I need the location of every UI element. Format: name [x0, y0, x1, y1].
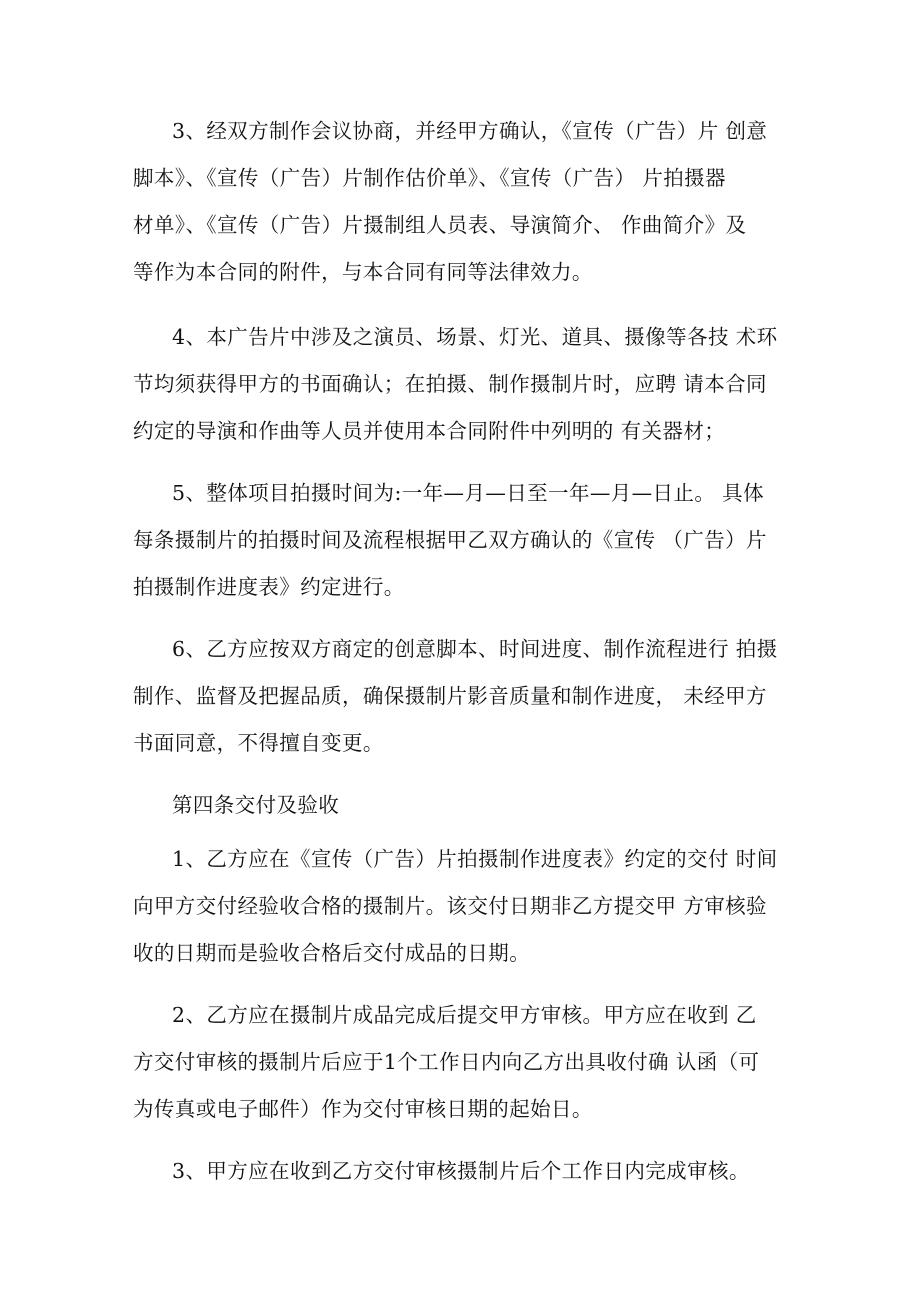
clause-6-paragraph — [133, 626, 793, 767]
paragraph-line: 6、乙方应按双方商定的创意脚本、时间进度、制作流程进行 拍摄 — [172, 637, 778, 661]
paragraph-line: 节均须获得甲方的书面确认；在拍摄、制作摄制片时，应聘 请本合同 — [133, 372, 767, 396]
section-heading: 第四条交付及验收 — [172, 793, 340, 817]
paragraph-line: 向甲方交付经验收合格的摄制片。该交付日期非乙方提交甲 方审核验 — [133, 894, 767, 918]
paragraph-line: 方交付审核的摄制片后应于1个工作日内向乙方出具收付确 认函（可 — [133, 1050, 760, 1074]
paragraph-line: 脚本》、《宣传（广告）片制作估价单》、《宣传（广告） 片拍摄器 — [133, 166, 726, 190]
delivery-clause-2-paragraph — [133, 992, 793, 1133]
delivery-clause-3-paragraph — [133, 1148, 793, 1195]
paragraph-line: 3、甲方应在收到乙方交付审核摄制片后个工作日内完成审核。 — [172, 1159, 750, 1183]
paragraph-line: 拍摄制作进度表》约定进行。 — [133, 575, 405, 599]
paragraph-line: 5、整体项目拍摄时间为:一年—月—日至一年—月—日止。 具体 — [172, 481, 764, 505]
clause-5-paragraph — [133, 470, 793, 611]
clause-4-paragraph — [133, 314, 793, 455]
paragraph-line: 等作为本合同的附件，与本合同有同等法律效力。 — [133, 260, 593, 284]
paragraph-line: 书面同意，不得擅自变更。 — [133, 731, 384, 755]
paragraph-line: 每条摄制片的拍摄时间及流程根据甲乙双方确认的《宣传 （广告）片 — [133, 528, 767, 552]
paragraph-line: 收的日期而是验收合格后交付成品的日期。 — [133, 941, 531, 965]
delivery-clause-1-paragraph — [133, 836, 793, 977]
paragraph-line: 制作、监督及把握品质，确保摄制片影音质量和制作进度， 未经甲方 — [133, 684, 767, 708]
paragraph-line: 3、经双方制作会议协商，并经甲方确认，《宣传（广告）片 创意 — [172, 119, 768, 143]
clause-3-paragraph — [133, 108, 793, 296]
paragraph-line: 材单》、《宣传（广告）片摄制组人员表、导演简介、 作曲简介》及 — [133, 213, 747, 237]
paragraph-line: 为传真或电子邮件）作为交付审核日期的起始日。 — [133, 1097, 593, 1121]
paragraph-line: 4、本广告片中涉及之演员、场景、灯光、道具、摄像等各技 术环 — [172, 325, 778, 349]
paragraph-line: 约定的导演和作曲等人员并使用本合同附件中列明的 有关器材； — [133, 419, 726, 443]
paragraph-line: 2、乙方应在摄制片成品完成后提交甲方审核。甲方应在收到 乙 — [172, 1003, 757, 1027]
paragraph-line: 1、乙方应在《宣传（广告）片拍摄制作进度表》约定的交付 时间 — [172, 847, 778, 871]
